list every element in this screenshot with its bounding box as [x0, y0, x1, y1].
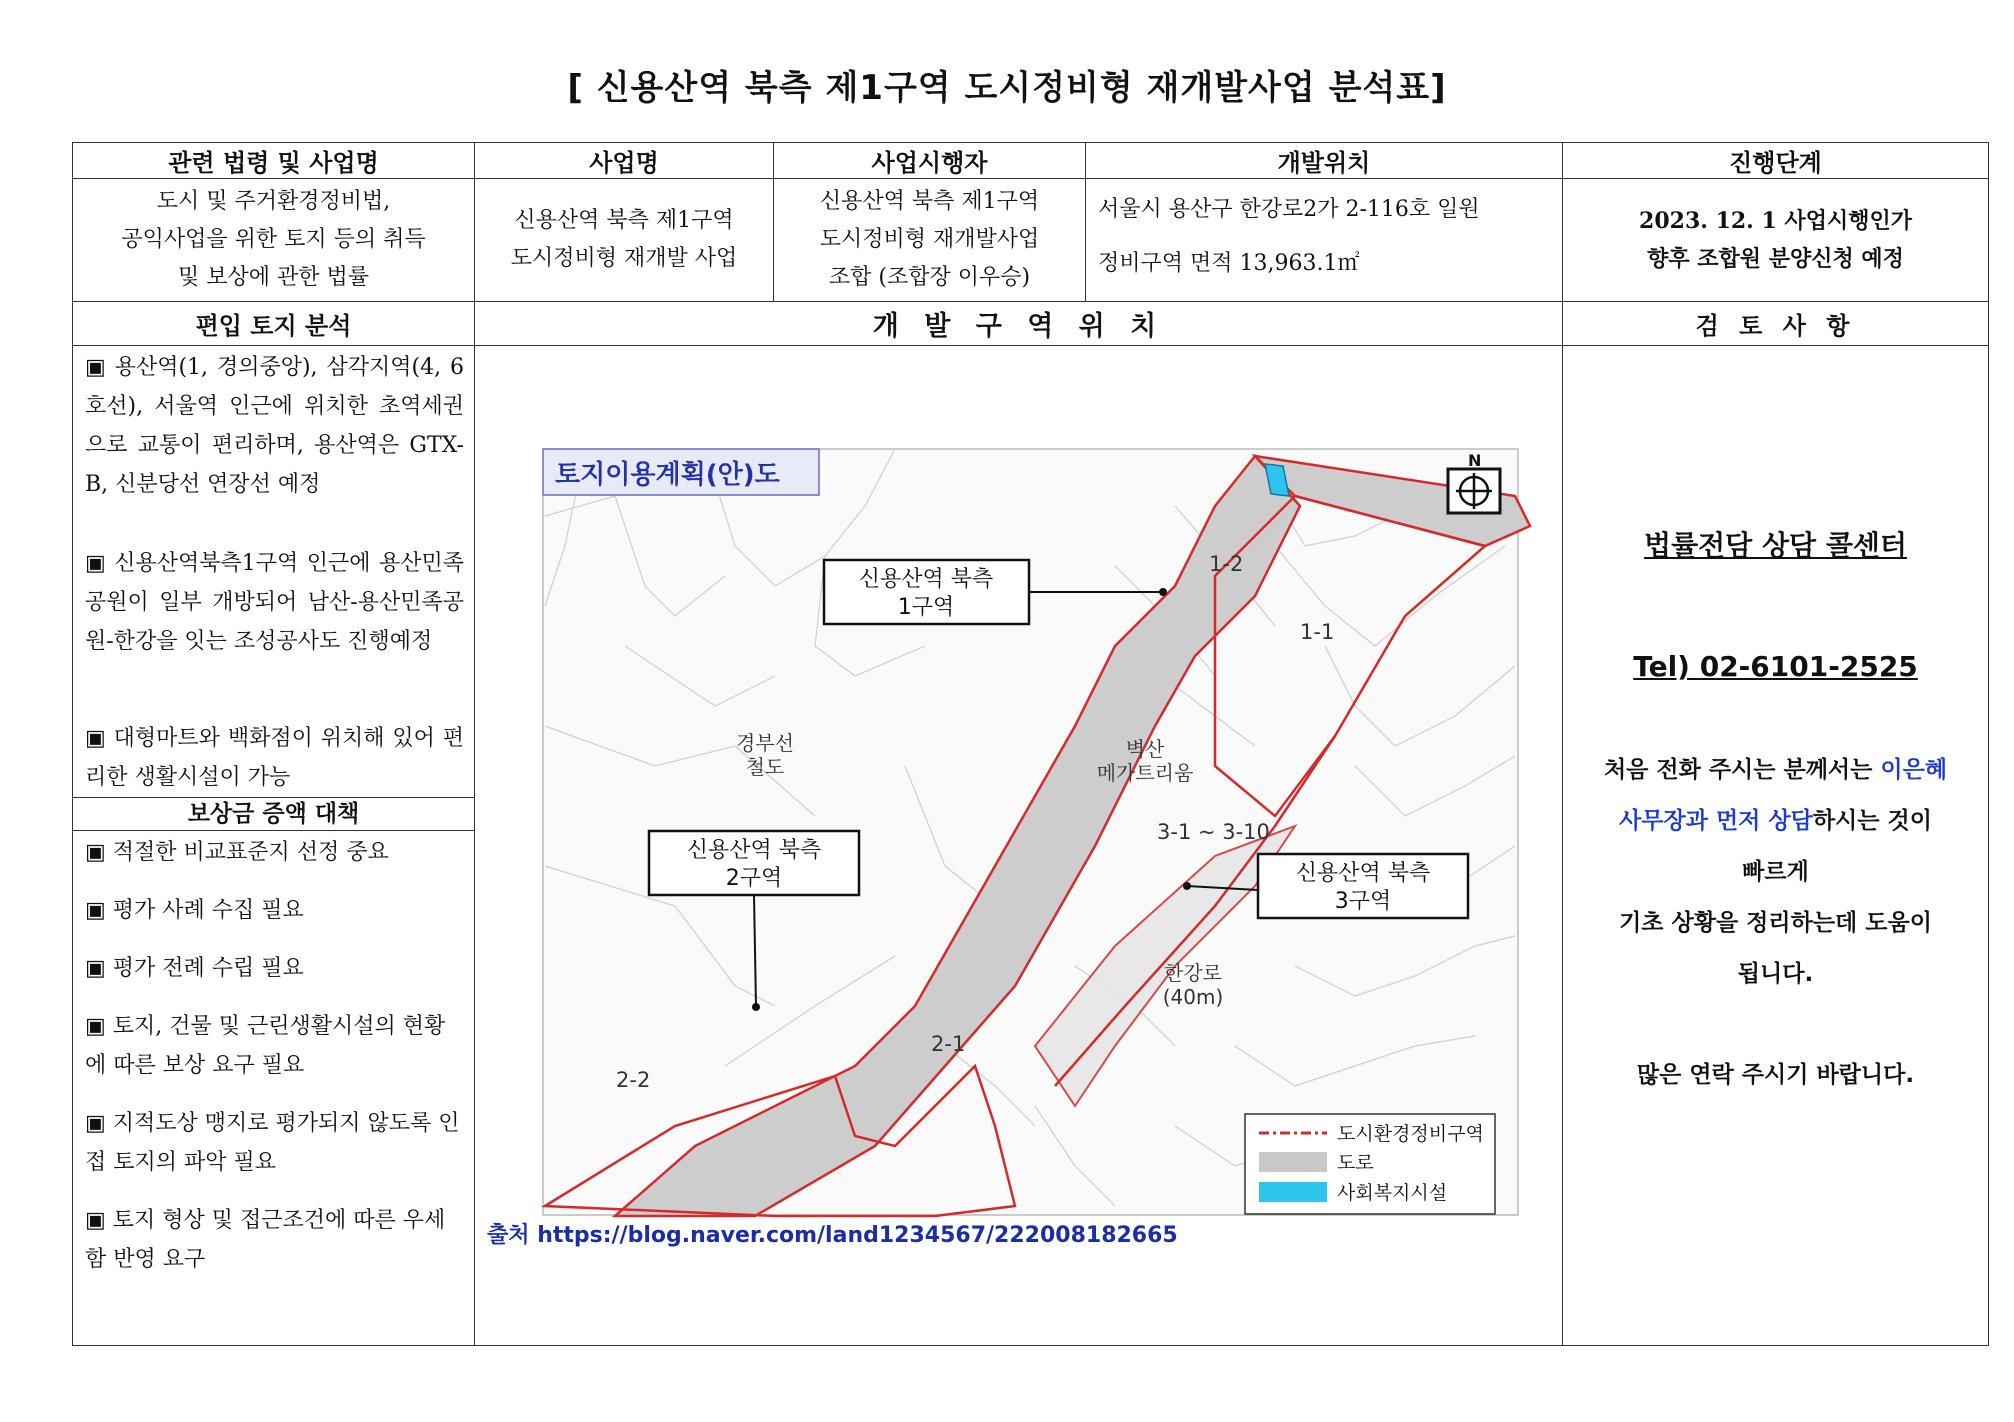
source-label: 출처	[487, 1223, 530, 1248]
zone3-label-line: 신용산역 북측	[1295, 861, 1431, 886]
hotline-title: 법률전담 상담 콜센터	[1644, 529, 1907, 562]
plan-title: 토지이용계획(안)도	[555, 460, 780, 490]
header-operator: 사업시행자	[774, 143, 1086, 179]
compensation-item: ▣ 지적도상 맹지로 평가되지 않도록 인접 토지의 파악 필요	[85, 1111, 460, 1175]
law-line: 및 보상에 관한 법률	[178, 265, 369, 290]
header-review: 검 토 사 항	[1563, 302, 1989, 346]
block-label: 1-2	[1209, 552, 1244, 576]
guide-name-2: 사무장과 먼저 상담	[1619, 808, 1813, 834]
north-label: N	[1468, 451, 1482, 470]
guide-text	[1563, 745, 1988, 1101]
stage-line: 향후 조합원 분양신청 예정	[1647, 246, 1904, 272]
railway-label-line: 철도	[745, 755, 785, 779]
analysis-item: ▣ 용산역(1, 경의중앙), 삼각지역(4, 6호선), 서울역 인근에 위치한 초역세권으로 교통이 편리하며, 용산역은 GTX-B, 신분당선 연장선 예정	[85, 355, 464, 497]
project-line: 도시정비형 재개발 사업	[510, 246, 738, 271]
land-analysis	[73, 346, 474, 797]
law-cell	[73, 179, 475, 302]
road-name-label-line: 한강로	[1164, 961, 1222, 985]
source-link[interactable]: https://blog.naver.com/land1234567/222008182665	[537, 1223, 1178, 1248]
compensation-item: ▣ 토지 형상 및 접근조건에 따른 우세함 반영 요구	[85, 1208, 446, 1272]
compensation-item: ▣ 평가 사례 수집 필요	[85, 898, 304, 923]
legend-label: 도시환경정비구역	[1337, 1123, 1484, 1145]
law-line: 도시 및 주거환경정비법,	[156, 189, 391, 214]
operator-line: 신용산역 북측 제1구역	[819, 189, 1040, 214]
guide-name: 이은혜	[1880, 757, 1948, 783]
stage-cell	[1563, 179, 1989, 302]
zone3-label-line: 3구역	[1334, 889, 1392, 914]
guide-line: 빠르게	[1742, 859, 1809, 885]
header-location: 개발위치	[1086, 143, 1563, 179]
building-label-line: 벽산	[1125, 737, 1165, 761]
header-project: 사업명	[475, 143, 774, 179]
location-cell	[1086, 179, 1563, 302]
block-label: 1-1	[1300, 620, 1335, 644]
compensation-item: ▣ 적절한 비교표준지 선정 중요	[85, 840, 389, 865]
zone2-label-line: 2구역	[725, 866, 783, 891]
operator-line: 도시정비형 재개발사업	[819, 227, 1040, 252]
zone2-label-line: 신용산역 북측	[686, 838, 822, 863]
source-line	[487, 1218, 1178, 1249]
land-use-map	[475, 346, 1563, 1346]
header-land-analysis: 편입 토지 분석	[73, 302, 475, 346]
railway-label-line: 경부선	[736, 731, 794, 755]
guide-line: 기초 상황을 정리하는데 도움이	[1619, 910, 1932, 936]
building-label-line: 메가트리움	[1096, 761, 1194, 785]
analysis-item: ▣ 대형마트와 백화점이 위치해 있어 편리한 생활시설이 가능	[85, 726, 464, 790]
legend-label: 사회복지시설	[1337, 1182, 1448, 1204]
zone1-label-line: 1구역	[897, 595, 955, 620]
tel-number[interactable]: Tel) 02-6101-2525	[1633, 650, 1918, 683]
compensation-header: 보상금 증액 대책	[73, 797, 474, 831]
map-cell	[475, 346, 1563, 1346]
guide-pre: 처음 전화 주시는 분께서는	[1603, 757, 1881, 783]
compensation-list	[73, 831, 474, 1279]
review-cell	[1563, 346, 1989, 1346]
legend-road-swatch	[1259, 1152, 1327, 1172]
project-cell	[475, 179, 774, 302]
compensation-item: ▣ 평가 전례 수립 필요	[85, 956, 304, 981]
guide-post: 하시는 것이	[1812, 808, 1932, 834]
operator-cell	[774, 179, 1086, 302]
left-column	[73, 346, 475, 1346]
legend-welfare-swatch	[1259, 1182, 1327, 1202]
guide-line: 됩니다.	[1737, 961, 1814, 987]
operator-line: 조합 (조합장 이우승)	[828, 265, 1031, 290]
page-title: [ 신용산역 북측 제1구역 도시정비형 재개발사업 분석표]	[567, 68, 1447, 108]
header-map: 개 발 구 역 위 치	[475, 302, 1563, 346]
legend-label: 도로	[1337, 1152, 1374, 1174]
block-label: 2-1	[931, 1032, 966, 1056]
compensation-item: ▣ 토지, 건물 및 근린생활시설의 현황에 따른 보상 요구 필요	[85, 1014, 446, 1078]
header-law: 관련 법령 및 사업명	[73, 143, 475, 179]
closing-text: 많은 연락 주시기 바랍니다.	[1636, 1062, 1915, 1088]
analysis-item: ▣ 신용산역북측1구역 인근에 용산민족공원이 일부 개방되어 남산-용산민족공원-한강을 잇는 조성공사도 진행예정	[85, 551, 464, 654]
analysis-table	[72, 142, 1989, 1346]
law-line: 공익사업을 위한 토지 등의 취득	[121, 227, 426, 252]
location-line: 정비구역 면적 13,963.1㎡	[1098, 251, 1360, 276]
block-label: 2-2	[616, 1068, 651, 1092]
road-name-label-line: (40m)	[1162, 985, 1224, 1009]
map-legend	[1245, 1114, 1495, 1214]
project-line: 신용산역 북측 제1구역	[514, 208, 734, 233]
location-line: 서울시 용산구 한강로2가 2-116호 일원	[1098, 197, 1480, 222]
zone1-label-line: 신용산역 북측	[858, 567, 994, 592]
header-stage: 진행단계	[1563, 143, 1989, 179]
stage-line: 2023. 12. 1 사업시행인가	[1639, 208, 1912, 234]
block-label: 3-1 ~ 3-10	[1157, 820, 1270, 844]
